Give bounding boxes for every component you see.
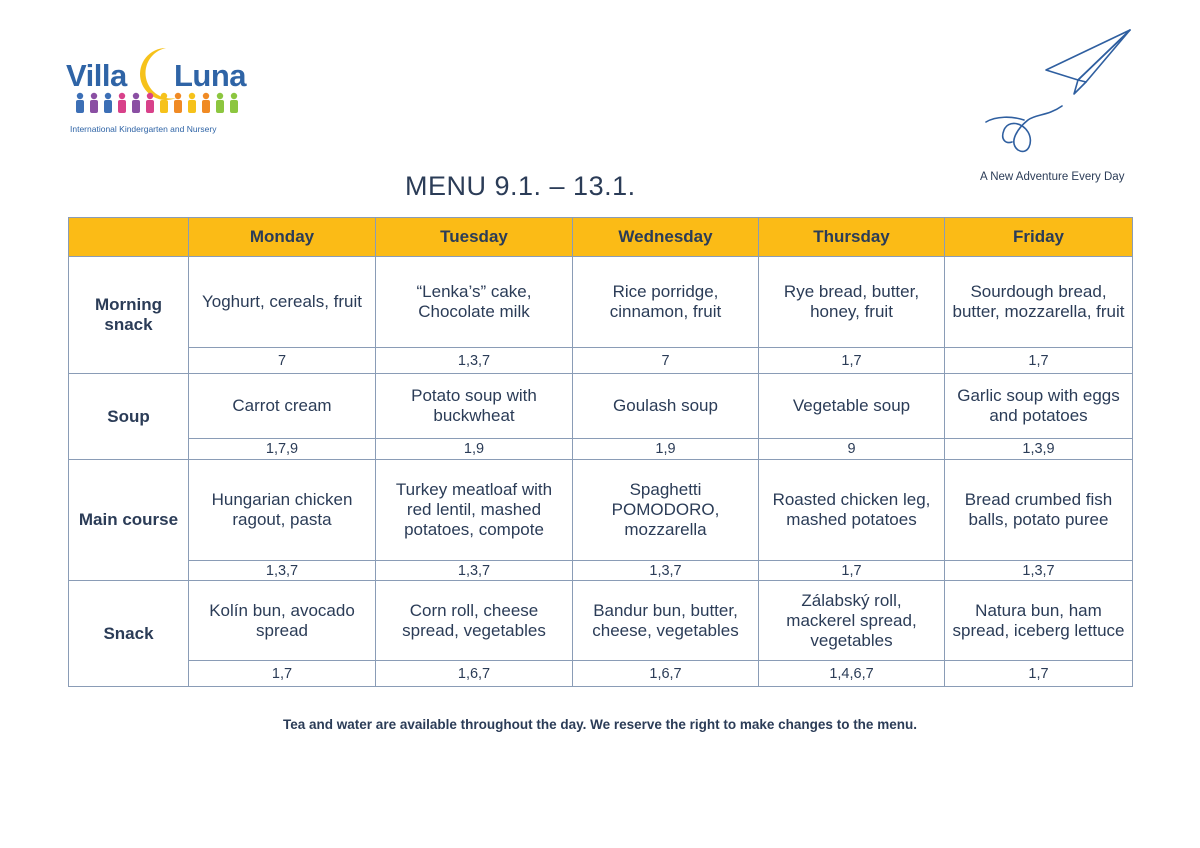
allergens-row [69,439,1133,460]
header-tuesday: Tuesday [376,218,573,257]
allergen-codes: 1,3,7 [376,348,573,374]
allergen-codes: 1,7 [759,348,945,374]
row-label: Soup [69,374,189,460]
allergen-codes: 7 [189,348,376,374]
allergen-codes: 1,7 [189,661,376,687]
menu-item: Kolín bun, avocado spread [189,581,376,661]
header-wednesday: Wednesday [573,218,759,257]
paper-plane-icon [978,24,1138,164]
menu-item: Roasted chicken leg, mashed potatoes [759,460,945,561]
menu-item: Bread crumbed fish balls, potato puree [945,460,1133,561]
table-row-main-course [69,460,1133,561]
allergen-codes: 1,7 [759,561,945,581]
allergen-codes: 1,4,6,7 [759,661,945,687]
page-title: MENU 9.1. – 13.1. [405,171,636,201]
villa-luna-logo [66,44,246,140]
allergen-codes: 9 [759,439,945,460]
header-corner [69,218,189,257]
table-row-soup [69,374,1133,439]
allergens-row [69,561,1133,581]
allergen-codes: 1,3,9 [945,439,1133,460]
menu-item: Carrot cream [189,374,376,439]
row-label: Main course [69,460,189,581]
allergens-row [69,348,1133,374]
logo-word-luna: Luna [174,58,247,93]
row-label: Snack [69,581,189,687]
allergen-codes: 1,3,7 [376,561,573,581]
menu-item: Vegetable soup [759,374,945,439]
menu-item: “Lenka’s” cake, Chocolate milk [376,257,573,348]
menu-item: Potato soup with buckwheat [376,374,573,439]
allergen-codes: 1,3,7 [573,561,759,581]
allergen-codes: 1,7 [945,661,1133,687]
footer-note: Tea and water are available throughout the day. We reserve the right to make changes to the menu. [283,717,917,732]
menu-item: Yoghurt, cereals, fruit [189,257,376,348]
allergen-codes: 1,9 [573,439,759,460]
allergen-codes: 1,6,7 [573,661,759,687]
menu-item: Zálabský roll, mackerel spread, vegetables [759,581,945,661]
menu-item: Turkey meatloaf with red lentil, mashed potatoes, compote [376,460,573,561]
menu-item: Rice porridge, cinnamon, fruit [573,257,759,348]
table-header-row [69,218,1133,257]
logo-subtitle: International Kindergarten and Nursery [70,124,217,134]
tagline: A New Adventure Every Day [980,171,1125,183]
allergen-codes: 7 [573,348,759,374]
table-row-snack [69,581,1133,661]
menu-item: Hungarian chicken ragout, pasta [189,460,376,561]
allergen-codes: 1,9 [376,439,573,460]
menu-item: Rye bread, butter, honey, fruit [759,257,945,348]
menu-item: Sourdough bread, butter, mozzarella, fruit [945,257,1133,348]
row-label: Morning snack [69,257,189,374]
table-row-morning-snack [69,257,1133,348]
header-friday: Friday [945,218,1133,257]
allergen-codes: 1,6,7 [376,661,573,687]
header-thursday: Thursday [759,218,945,257]
allergen-codes: 1,3,7 [189,561,376,581]
menu-item: Goulash soup [573,374,759,439]
logo-word-villa: Villa [66,58,127,93]
menu-table [68,217,1133,687]
allergen-codes: 1,7,9 [189,439,376,460]
menu-item: Bandur bun, butter, cheese, vegetables [573,581,759,661]
menu-item: Spaghetti POMODORO, mozzarella [573,460,759,561]
children-figures-icon [72,92,240,114]
allergens-row [69,661,1133,687]
allergen-codes: 1,7 [945,348,1133,374]
allergen-codes: 1,3,7 [945,561,1133,581]
header-monday: Monday [189,218,376,257]
menu-item: Garlic soup with eggs and potatoes [945,374,1133,439]
menu-item: Natura bun, ham spread, iceberg lettuce [945,581,1133,661]
menu-item: Corn roll, cheese spread, vegetables [376,581,573,661]
